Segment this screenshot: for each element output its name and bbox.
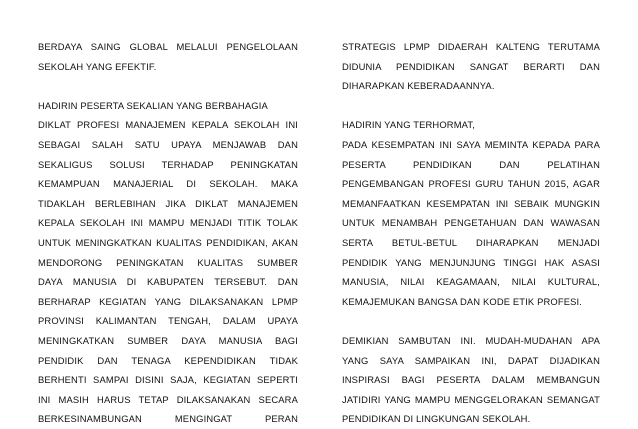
text-line: DIKLAT PROFESI MANAJEMEN KEPALA SEKOLAH INI — [38, 119, 298, 131]
text-line: INI MASIH HARUS TETAP DILAKSANAKAN SECARA — [38, 393, 298, 405]
text-line: SEKALIGUS SOLUSI TERHADAP PENINGKATAN — [38, 158, 298, 170]
text-line: MENINGKATKAN SUMBER DAYA MANUSIA BAGI — [38, 334, 298, 346]
paragraph-spacer — [38, 76, 298, 96]
text-line: INSPIRASI BAGI PESERTA DALAM MEMBANGUN — [342, 374, 600, 386]
right-text-column — [342, 37, 600, 429]
text-line: MENDORONG PENINGKATAN KUALITAS SUMBER — [38, 256, 298, 268]
text-line: PESERTA PENDIDIKAN DAN PELATIHAN — [342, 158, 600, 170]
text-line: MEMANFAATKAN KESEMPATAN INI SEBAIK MUNGKIN — [342, 197, 600, 209]
text-line: KEMAJEMUKAN BANGSA DAN KODE ETIK PROFESI. — [342, 295, 583, 307]
text-line: PENDIDIK YANG MENJUNJUNG TINGGI HAK ASASI — [342, 256, 600, 268]
text-line: STRATEGIS LPMP DIDAERAH KALTENG TERUTAMA — [342, 41, 600, 52]
paragraph-spacer — [342, 311, 600, 331]
text-line: YANG SAYA SAMPAIKAN INI, DAPAT DIJADIKAN — [342, 354, 600, 366]
text-line: PENGEMBANGAN PROFESI GURU TAHUN 2015, AGAR — [342, 178, 600, 190]
text-line: SERTA BETUL-BETUL DIHARAPKAN MENJADI — [342, 236, 600, 248]
text-line: SEBAGAI SALAH SATU UPAYA MENJAWAB DAN — [38, 138, 298, 150]
text-line: HADIRIN YANG TERHORMAT, — [342, 119, 475, 131]
text-line: BERDAYA SAING GLOBAL MELALUI PENGELOLAAN — [38, 41, 298, 52]
text-line: SEKOLAH YANG EFEKTIF. — [38, 60, 157, 72]
paragraph-spacer — [342, 96, 600, 116]
text-line: DIHARAPKAN KEBERADAANNYA. — [342, 80, 495, 92]
text-line: BERHENTI SAMPAI DISINI SAJA, KEGIATAN SEPERTI — [38, 374, 298, 386]
text-line: MANUSIA, NILAI KEAGAMAAN, NILAI KULTURAL, — [342, 276, 600, 288]
text-line: PENDIDIK DAN TENAGA KEPENDIDIKAN TIDAK — [38, 354, 298, 366]
text-line: BERKESINAMBUNGAN MENGINGAT PERAN — [38, 413, 298, 425]
text-line: PROVINSI KALIMANTAN TENGAH, DALAM UPAYA — [38, 315, 298, 327]
text-line: UNTUK MENAMBAH PENGETAHUAN DAN WAWASAN — [342, 217, 600, 229]
text-line: BERHARAP KEGIATAN YANG DILAKSANAKAN LPMP — [38, 295, 298, 307]
left-text-column — [38, 37, 298, 429]
text-line: UNTUK MENINGKATKAN KUALITAS PENDIDIKAN, AKAN — [38, 236, 298, 248]
text-line: PENDIDIKAN DI LINGKUNGAN SEKOLAH. — [342, 413, 531, 425]
text-line: DAYA MANUSIA DI KABUPATEN TERSEBUT. DAN — [38, 276, 298, 288]
text-line: TIDAKLAH BERLEBIHAN JIKA DIKLAT MANAJEMEN — [38, 197, 298, 209]
text-line: JATIDIRI YANG MAMPU MENGGELORAKAN SEMANGAT — [342, 393, 600, 405]
text-line: KEMAMPUAN MANAJERIAL DI SEKOLAH. MAKA — [38, 178, 298, 190]
text-line: KEPALA SEKOLAH INI MAMPU MENJADI TITIK TOLAK — [38, 217, 298, 229]
text-line: HADIRIN PESERTA SEKALIAN YANG BERBAHAGIA — [38, 99, 268, 111]
text-line: PADA KESEMPATAN INI SAYA MEMINTA KEPADA PARA — [342, 138, 600, 150]
text-line: DIDUNIA PENDIDIKAN SANGAT BERARTI DAN — [342, 60, 600, 72]
text-line: DEMIKIAN SAMBUTAN INI. MUDAH-MUDAHAN APA — [342, 334, 600, 346]
